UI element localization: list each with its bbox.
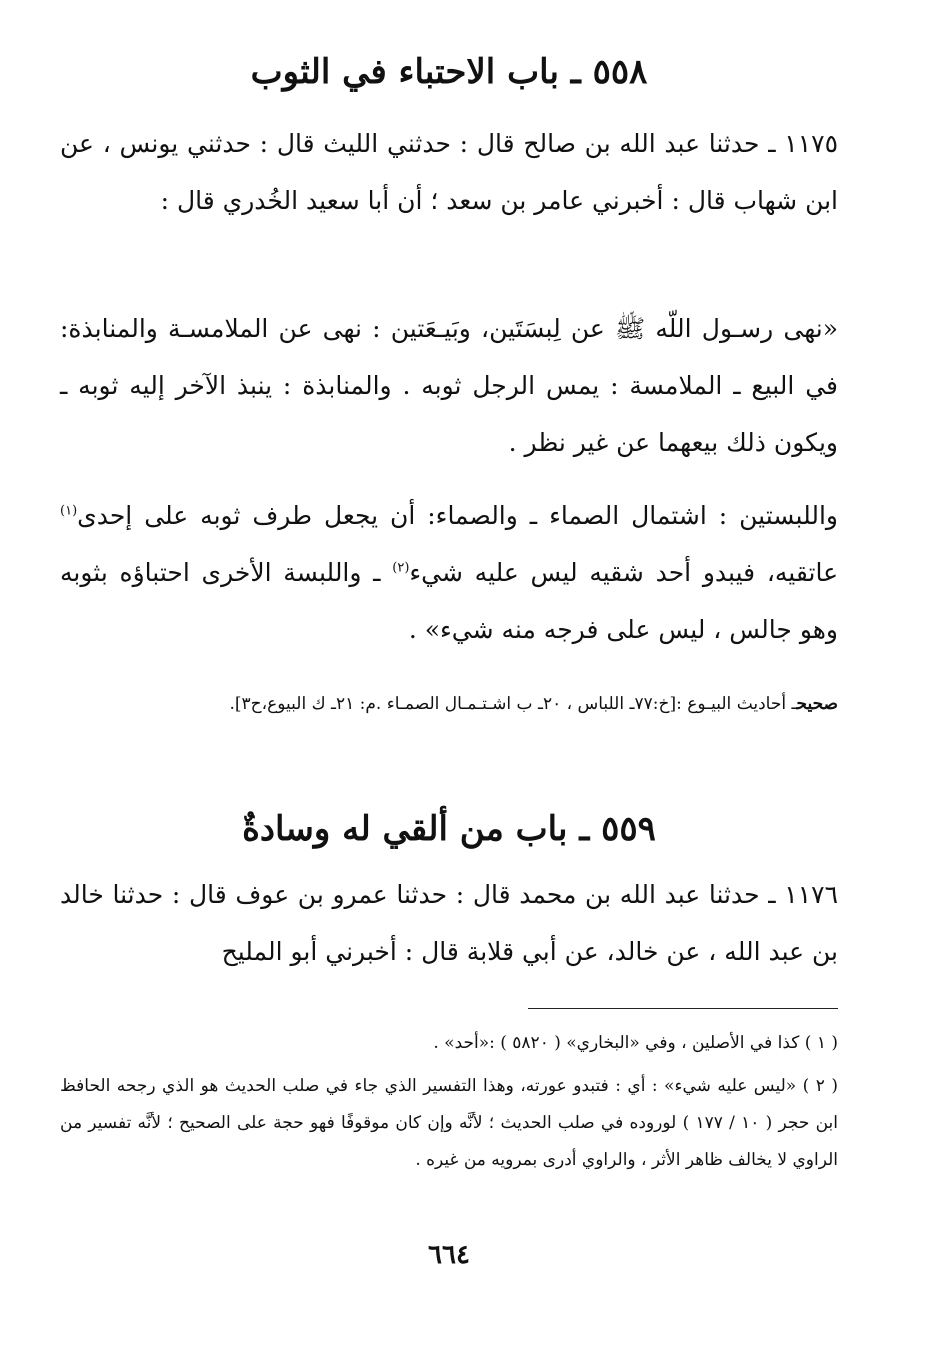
footnote-marker-2: (٢): [392, 560, 410, 576]
grade-label: صحيح: [796, 694, 838, 714]
chapter-title-559: ٥٥٩ ـ باب من ألقي له وسادةٌ: [242, 809, 656, 849]
footnote-1: ( ١ ) كذا في الأصلين ، وفي «البخاري» ( ٥٨٢٠ ) :«أحد» .: [433, 1033, 838, 1053]
hadith-1175-takhrij: [60, 680, 838, 728]
hadith-1175-tafsir: [60, 487, 838, 658]
footnote-marker-1: (١): [60, 503, 78, 519]
hadith-1176-isnad: ١١٧٦ ـ حدثنا عبد الله بن محمد قال : حدثنا عمرو بن عوف قال : حدثنا خالد بن عبد الله ، عن خالد، عن أبي قلابة قال : أخبرني أبو المليح: [60, 880, 838, 966]
chapter-title-558: ٥٥٨ ـ باب الاحتباء في الثوب: [250, 52, 648, 92]
book-page: [60, 0, 838, 1359]
footnote-separator: [528, 1008, 838, 1009]
hadith-1175-isnad: ١١٧٥ ـ حدثنا عبد الله بن صالح قال : حدثني الليث قال : حدثني يونس ، عن ابن شهاب قال : أخبرني عامر بن سعد ؛ أن أبا سعيد الخُدري قال :: [60, 129, 838, 215]
hadith-1175-matn: «نهى رسـول اللّه ﷺ عن لِبسَتَين، وبَيـعَتين : نهى عن الملامسـة والمنابذة: في البيع ـ الملامسة : يمس الرجل ثوبه . والمنابذة : ينبذ الآخر إليه ثوبه ـ ويكون ذلك بيعهما عن غير نظر .: [60, 314, 838, 457]
tafsir-text-part3: ـ واللبسة الأخرى احتباؤه بثوبه وهو جالس ، ليس على فرجه منه شيء» .: [60, 558, 838, 644]
footnotes: [60, 1025, 838, 1179]
footnote-2: ( ٢ ) «ليس عليه شيء» : أي : فتبدو عورته، وهذا التفسير الذي جاء في صلب الحديث هو الذي رجحه الحافظ ابن حجر ( ١٠ / ١٧٧ ) لوروده في صلب الحديث ؛ لأنَّه وإن كان موقوفًا فهو حجة على الصحيح ؛ لأنَّه تفسير من الراوي لا يخالف ظاهر الأثر ، والراوي أدرى بمرويه من غيره .: [60, 1076, 838, 1170]
tafsir-text-part1: واللبستين : اشتمال الصماء ـ والصماء: أن يجعل طرف ثوبه على إحدى: [77, 501, 838, 530]
takhrij-text: ـ أحاديث البيـوع :[خ:٧٧ـ اللباس ، ٢٠ـ ب اشـتـمـال الصمـاء .م: ٢١ـ ك البيوع،ح٣].: [229, 694, 797, 714]
page-number: ٦٦٤: [428, 1240, 470, 1270]
tafsir-text-part2: عاتقيه، فيبدو أحد شقيه ليس عليه شيء: [409, 558, 838, 587]
